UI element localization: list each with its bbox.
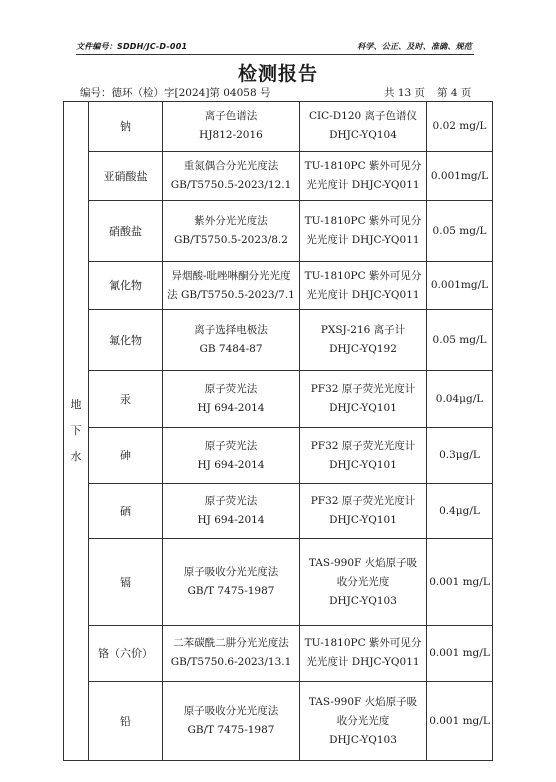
item-name: 钠 (89, 102, 163, 152)
method-cell (163, 370, 300, 427)
instrument-cell (300, 428, 427, 484)
method-line: GB/T5750.5-2023/8.2 (174, 234, 288, 247)
method-line: 原子荧光法 (204, 495, 258, 508)
method-cell (163, 261, 300, 310)
instrument-line: 光光度计 DHJC-YQ011 (306, 234, 420, 247)
category-char: 下 (70, 424, 82, 437)
method-line: 离子选择电极法 (194, 324, 268, 337)
method-line: 原子荧光法 (204, 439, 258, 452)
instrument-line: 收分光光度 (336, 714, 390, 727)
method-line: 异烟酸-吡唑啉酮分光光度 (171, 269, 291, 282)
table-row (64, 539, 493, 625)
instrument-line: PXSJ-216 离子计 (320, 324, 406, 337)
method-line: GB/T 7475-1987 (187, 585, 275, 598)
method-line: 原子吸收分光光度法 (183, 705, 279, 718)
instrument-cell (300, 682, 427, 761)
page-info (384, 85, 483, 100)
instrument-line: TAS-990F 火焰原子吸 (308, 695, 418, 708)
instrument-line: PF32 原子荧光光度计 (310, 439, 416, 452)
instrument-line: TU-1810PC 紫外可见分 (304, 269, 422, 282)
method-line: GB/T5750.6-2023/13.1 (170, 656, 292, 669)
instrument-line: PF32 原子荧光光度计 (310, 495, 416, 508)
item-name: 铅 (89, 682, 163, 761)
instrument-cell (300, 370, 427, 427)
detection-limit: 0.04μg/L (427, 370, 493, 427)
detection-limit: 0.05 mg/L (427, 201, 493, 261)
test-method-table (63, 101, 493, 761)
table-row (64, 261, 493, 310)
instrument-line: TU-1810PC 紫外可见分 (304, 215, 422, 228)
method-line: 二苯碳酰二肼分光光度法 (173, 637, 289, 650)
item-name: 砷 (89, 428, 163, 484)
instrument-line: 光光度计 DHJC-YQ011 (306, 179, 420, 192)
instrument-line: TAS-990F 火焰原子吸 (308, 556, 418, 569)
table-row (64, 682, 493, 761)
instrument-cell (300, 625, 427, 681)
method-cell (163, 102, 300, 152)
method-line: 原子吸收分光光度法 (183, 566, 279, 579)
instrument-cell (300, 261, 427, 310)
method-line: HJ 694-2014 (197, 402, 265, 415)
method-line: HJ812-2016 (199, 129, 263, 142)
item-name: 铬（六价） (89, 625, 163, 681)
table-row (64, 310, 493, 370)
method-cell (163, 484, 300, 539)
instrument-line: TU-1810PC 紫外可见分 (304, 160, 422, 173)
item-name: 汞 (89, 370, 163, 427)
table-row (64, 484, 493, 539)
method-cell (163, 201, 300, 261)
sample-category-cell (64, 102, 89, 761)
method-cell (163, 539, 300, 625)
instrument-line: DHJC-YQ103 (329, 594, 397, 607)
table-row (64, 625, 493, 681)
method-line: 原子荧光法 (204, 383, 258, 396)
instrument-line: DHJC-YQ104 (329, 129, 397, 142)
instrument-line: TU-1810PC 紫外可见分 (304, 637, 422, 650)
method-cell (163, 428, 300, 484)
total-pages: 共 13 页 (384, 87, 426, 99)
method-cell (163, 151, 300, 201)
instrument-cell (300, 201, 427, 261)
item-name: 氰化物 (89, 261, 163, 310)
instrument-line: CIC-D120 离子色谱仪 (308, 110, 418, 123)
table-row (64, 370, 493, 427)
method-cell (163, 682, 300, 761)
instrument-line: DHJC-YQ101 (329, 458, 397, 471)
instrument-cell (300, 102, 427, 152)
detection-limit: 0.3μg/L (427, 428, 493, 484)
method-line: GB/T 7475-1987 (187, 724, 275, 737)
instrument-line: DHJC-YQ101 (329, 514, 397, 527)
instrument-cell (300, 151, 427, 201)
report-title: 检测报告 (237, 63, 318, 85)
method-line: 离子色谱法 (204, 110, 258, 123)
detection-limit: 0.001 mg/L (427, 539, 493, 625)
instrument-line: 收分光光度 (336, 575, 390, 588)
method-line: HJ 694-2014 (197, 458, 265, 471)
table-row (64, 151, 493, 201)
instrument-line: DHJC-YQ101 (329, 402, 397, 415)
instrument-line: 光光度计 DHJC-YQ011 (306, 656, 420, 669)
report-number: 编号：德环（检）字[2024]第 04058 号 (80, 87, 271, 99)
detection-limit: 0.02 mg/L (427, 102, 493, 152)
header-divider (76, 54, 474, 55)
table-row (64, 428, 493, 484)
table-row (64, 102, 493, 152)
method-line: 法 GB/T5750.5-2023/7.1 (167, 288, 295, 301)
instrument-line: 光光度计 DHJC-YQ011 (306, 288, 420, 301)
item-name: 亚硝酸盐 (89, 151, 163, 201)
detection-limit: 0.001mg/L (427, 151, 493, 201)
detection-limit: 0.001 mg/L (427, 682, 493, 761)
instrument-cell (300, 539, 427, 625)
item-name: 硒 (89, 484, 163, 539)
company-motto: 科学、公正、及时、准确、规范 (357, 42, 472, 51)
category-char: 地 (70, 398, 82, 411)
document-code: 文件编号：SDDH/JC-D-001 (76, 42, 188, 51)
table-row (64, 201, 493, 261)
method-line: HJ 694-2014 (197, 514, 265, 527)
current-page: 第 4 页 (437, 87, 472, 99)
instrument-line: PF32 原子荧光光度计 (310, 383, 416, 396)
instrument-line: DHJC-YQ192 (329, 343, 397, 356)
detection-limit: 0.05 mg/L (427, 310, 493, 370)
method-line: 重氮偶合分光光度法 (183, 160, 279, 173)
method-line: GB 7484-87 (199, 343, 263, 356)
category-char: 水 (70, 450, 82, 463)
instrument-cell (300, 484, 427, 539)
method-line: GB/T5750.5-2023/12.1 (170, 179, 292, 192)
detection-limit: 0.4μg/L (427, 484, 493, 539)
detection-limit: 0.001mg/L (427, 261, 493, 310)
method-cell (163, 310, 300, 370)
item-name: 镉 (89, 539, 163, 625)
item-name: 氟化物 (89, 310, 163, 370)
item-name: 硝酸盐 (89, 201, 163, 261)
method-cell (163, 625, 300, 681)
method-line: 紫外分光光度法 (194, 215, 268, 228)
detection-limit: 0.001 mg/L (427, 625, 493, 681)
instrument-cell (300, 310, 427, 370)
instrument-line: DHJC-YQ103 (329, 733, 397, 746)
